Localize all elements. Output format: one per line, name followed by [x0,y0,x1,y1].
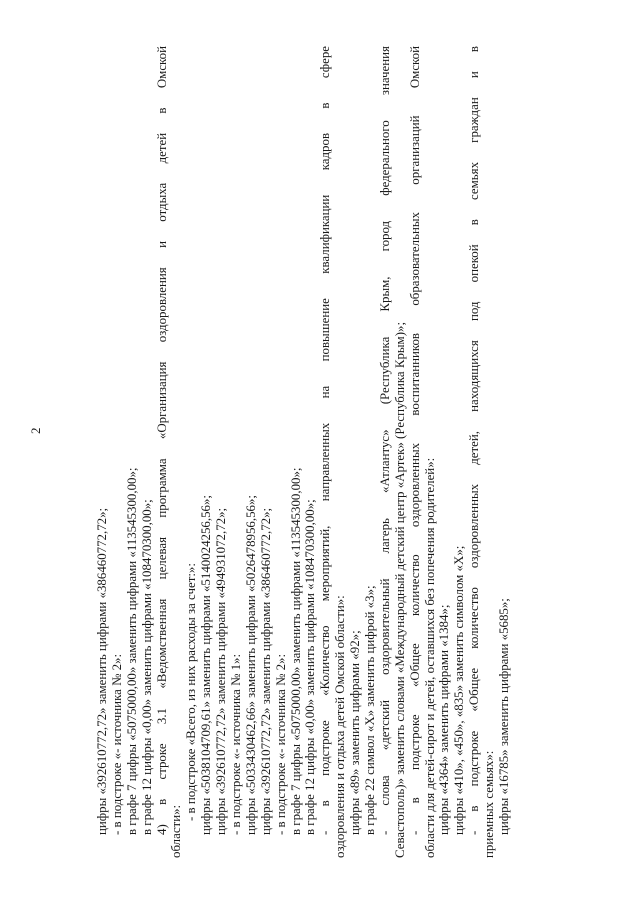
text-line: - в подстроке «- источника № 1»: [229,653,244,835]
text-line: цифры «5033430462,66» заменить цифрами «5026478956,56»; [243,494,258,835]
document-body [95,46,512,858]
text-line: оздоровления и отдыха детей Омской области»: [333,595,348,858]
text-line: цифры «16785» заменить цифрами «5685»; [497,598,512,835]
text-line: приемных семьях»: [482,750,497,858]
text-line: - в подстроке «- источника № 2»: [109,653,124,835]
text-line: области для детей-сирот и детей, оставшихся без попечения родителей»: [422,457,437,858]
text-line: цифры «392610772,72» заменить цифрами «386460772,72»; [258,507,273,835]
text-line: цифры «392610772,72» заменить цифрами «386460772,72»; [95,507,109,835]
text-line: 4) в строке 3.1 «Ведомственная целевая программа «Организация оздоровления и отдыха детей в Омской [154,46,169,835]
text-line: в графе 12 цифры «0,00» заменить цифрами «108470300,00»; [139,499,154,835]
text-line: цифры «89» заменить цифрами «92»; [348,630,363,835]
text-line: - в подстроке «Общее количество оздоровленных детей, находящихся под опекой в семьях граждан и в [467,46,482,835]
text-line: в графе 12 цифры «0,00» заменить цифрами «108470300,00»; [303,499,318,835]
text-line: в графе 7 цифры «5075000,00» заменить цифрами «113545300,00»; [124,467,139,835]
text-line: цифры «5038104709,61» заменить цифрами «5140024256,56»; [199,494,214,835]
text-line: цифры «4364» заменить цифрами «1384»; [437,604,452,835]
text-line: Севастополь)» заменить словами «Международный детский центр «Артек» (Республика Крым)»; [392,321,407,858]
page-number: 2 [28,427,43,434]
text-line: цифры «410», «450», «835» заменить символом «Х»; [452,545,467,835]
text-line: в графе 7 цифры «5075000,00» заменить цифрами «113545300,00»; [288,467,303,835]
text-line: - в подстроке «Всего, из них расходы за счет:»: [184,563,199,821]
text-line: цифры «392610772,72» заменить цифрами «494931072,72»; [214,507,229,835]
text-line: - в подстроке «- источника № 2»: [273,653,288,835]
text-line: области»: [169,804,184,858]
text-line: - в подстроке «Количество мероприятий, направленных на повышение квалификации кадров в сфере [318,46,333,835]
text-line: - в подстроке «Общее количество оздоровленных воспитанников образовательных организаций Омской [407,46,422,835]
text-line: - слова «детский оздоровительный лагерь «Атлантус» (Республика Крым, город федерального значения [377,46,392,835]
text-line: в графе 22 символ «Х» заменить цифрой «3»; [363,585,378,835]
